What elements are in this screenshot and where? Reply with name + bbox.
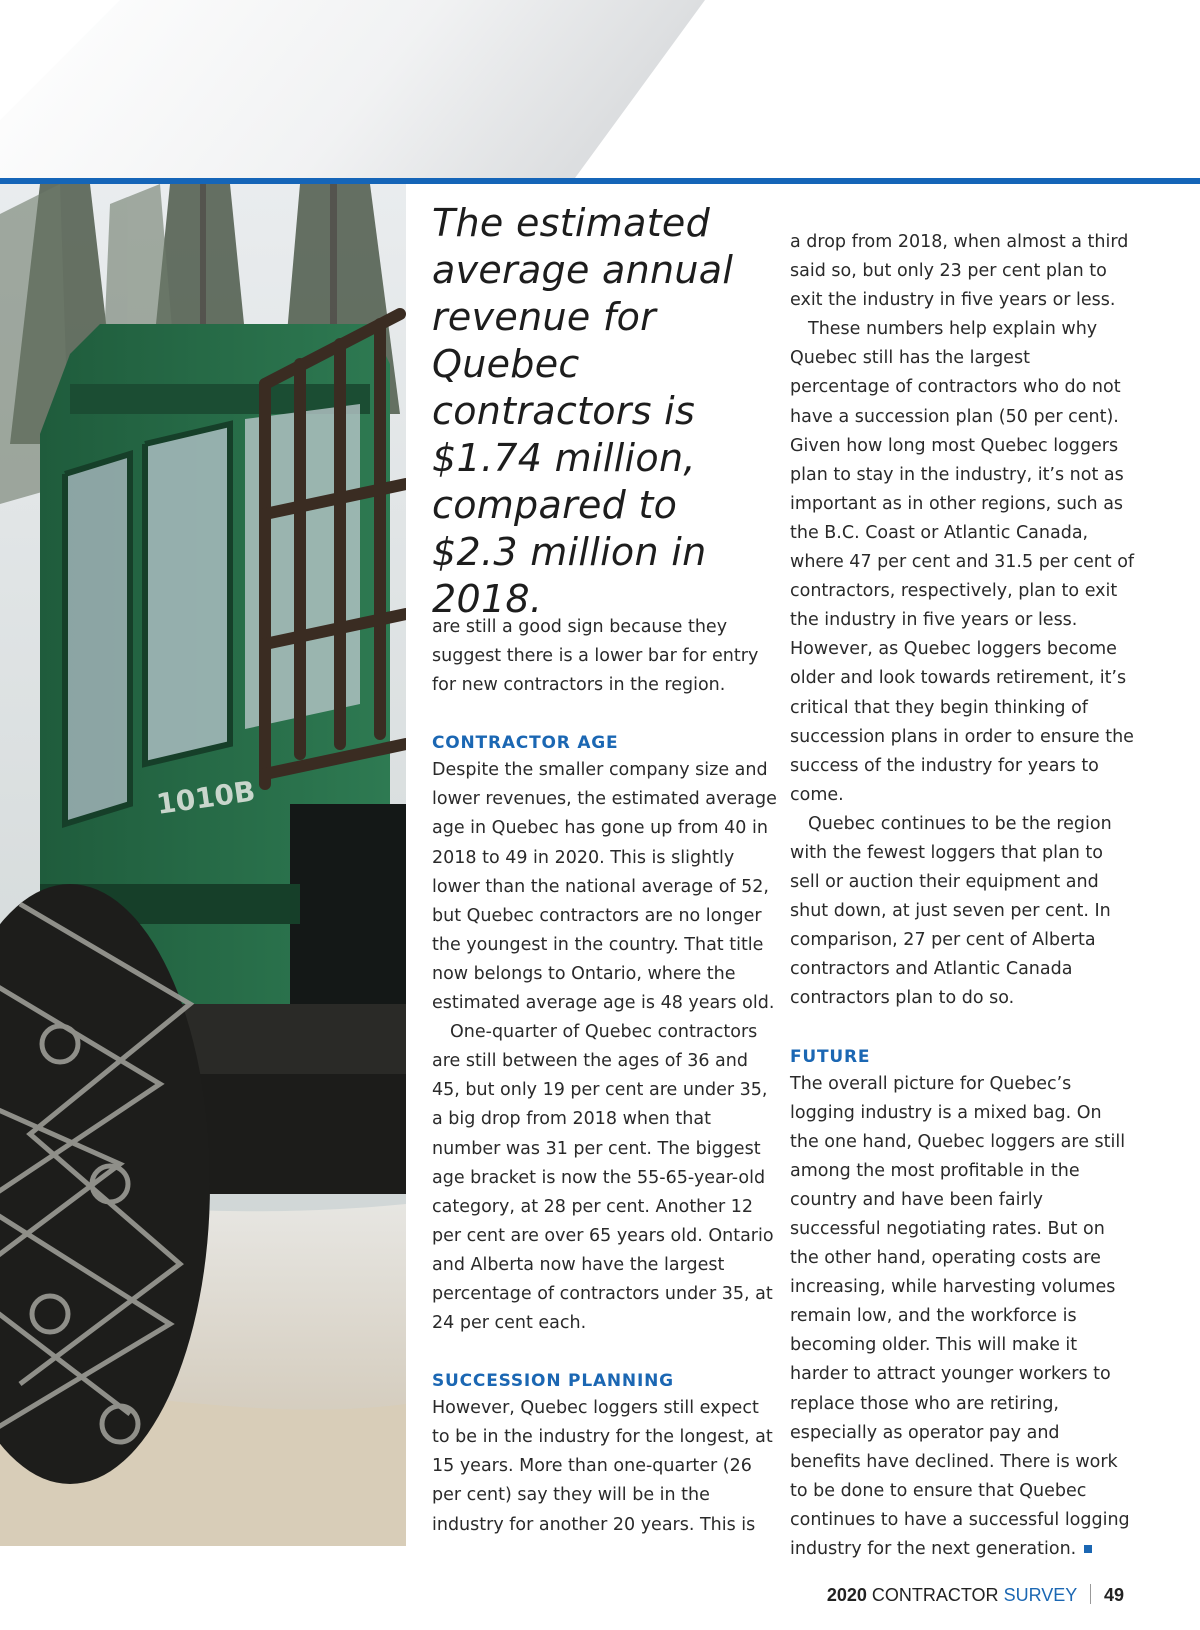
- contractor-age-paragraph-2: One-quarter of Quebec contractors are still between the ages of 36 and 45, but only 19 per cent are under 35, a big drop from 2018 when that number was 31 per cent. The biggest age bracket is now the 55-65-year-old category, at 28 per cent. Another 12 per cent are over 65 years old. Ontario and Alberta now have the largest percentage of contractors under 35, at 24 per cent each.: [432, 1022, 774, 1334]
- section-heading-succession-planning: SUCCESSION PLANNING: [432, 1371, 674, 1392]
- future-paragraph-text: The overall picture for Quebec’s logging industry is a mixed bag. On the one hand, Quebec loggers are still among the most profitable in the country and have been fairly successful negotiating rates. But on the other hand, operating costs are increasing, while harvesting volumes remain low, and the workforce is becoming older. This will make it harder to attract younger workers to replace those who are retiring, especially as operator pay and benefits have declined. There is work to be done to ensure that Quebec continues to have a successful logging industry for the next generation.: [790, 1073, 1130, 1560]
- header-decoration: [0, 0, 1200, 185]
- footer-title: CONTRACTOR: [871, 1585, 999, 1605]
- footer-year: 2020: [826, 1585, 867, 1605]
- footer-separator: [1090, 1584, 1091, 1604]
- column2-paragraph-1: a drop from 2018, when almost a third said so, but only 23 per cent plan to exit the industry in five years or less.: [790, 232, 1129, 311]
- end-of-article-icon: [1084, 1545, 1092, 1553]
- forestry-machine-photo: [0, 184, 406, 1546]
- pull-quote: The estimated average annual revenue for Quebec contractors is $1.74 million, compared to $2.3 million in 2018.: [432, 201, 734, 621]
- column2-paragraph-2: These numbers help explain why Quebec still has the largest percentage of contractors who do not have a succession plan (50 per cent). Given how long most Quebec loggers plan to stay in the industry, it’s not as important as in other regions, such as the B.C. Coast or Atlantic Canada, where 47 per cent and 31.5 per cent of contractors, respectively, plan to exit the industry in five years or less. However, as Quebec loggers become older and look towards retirement, it’s critical that they begin thinking of succession plans in order to ensure the success of the industry for years to come.: [790, 319, 1135, 805]
- contractor-age-paragraph-1: Despite the smaller company size and lower revenues, the estimated average age in Quebec has gone up from 40 in 2018 to 49 in 2020. This is slightly lower than the national average of 52, but Quebec contractors are no longer the youngest in the country. That title now belongs to Ontario, where the estimated average age is 48 years old.: [432, 760, 777, 1014]
- succession-paragraph-1: However, Quebec loggers still expect to be in the industry for the longest, at 15 years. More than one-quarter (26 per cent) say they will be in the industry for another 20 years. This is: [432, 1398, 773, 1535]
- article-column-1: [432, 613, 777, 1540]
- footer-survey: SURVEY: [1003, 1585, 1077, 1605]
- page-number: 49: [1103, 1585, 1124, 1605]
- column2-paragraph-3: Quebec continues to be the region with the fewest loggers that plan to sell or auction their equipment and shut down, at just seven per cent. In comparison, 27 per cent of Alberta contractors and Atlantic Canada contractors plan to do so.: [790, 813, 1112, 1009]
- section-heading-contractor-age: CONTRACTOR AGE: [432, 733, 619, 754]
- article-column-2: [790, 228, 1135, 1564]
- machine-label: 1010B: [154, 774, 258, 821]
- intro-paragraph: are still a good sign because they suggest there is a lower bar for entry for new contractors in the region.: [432, 617, 759, 696]
- future-paragraph: [790, 1070, 1135, 1565]
- section-heading-future: FUTURE: [790, 1046, 871, 1067]
- page-footer: [827, 1584, 1124, 1606]
